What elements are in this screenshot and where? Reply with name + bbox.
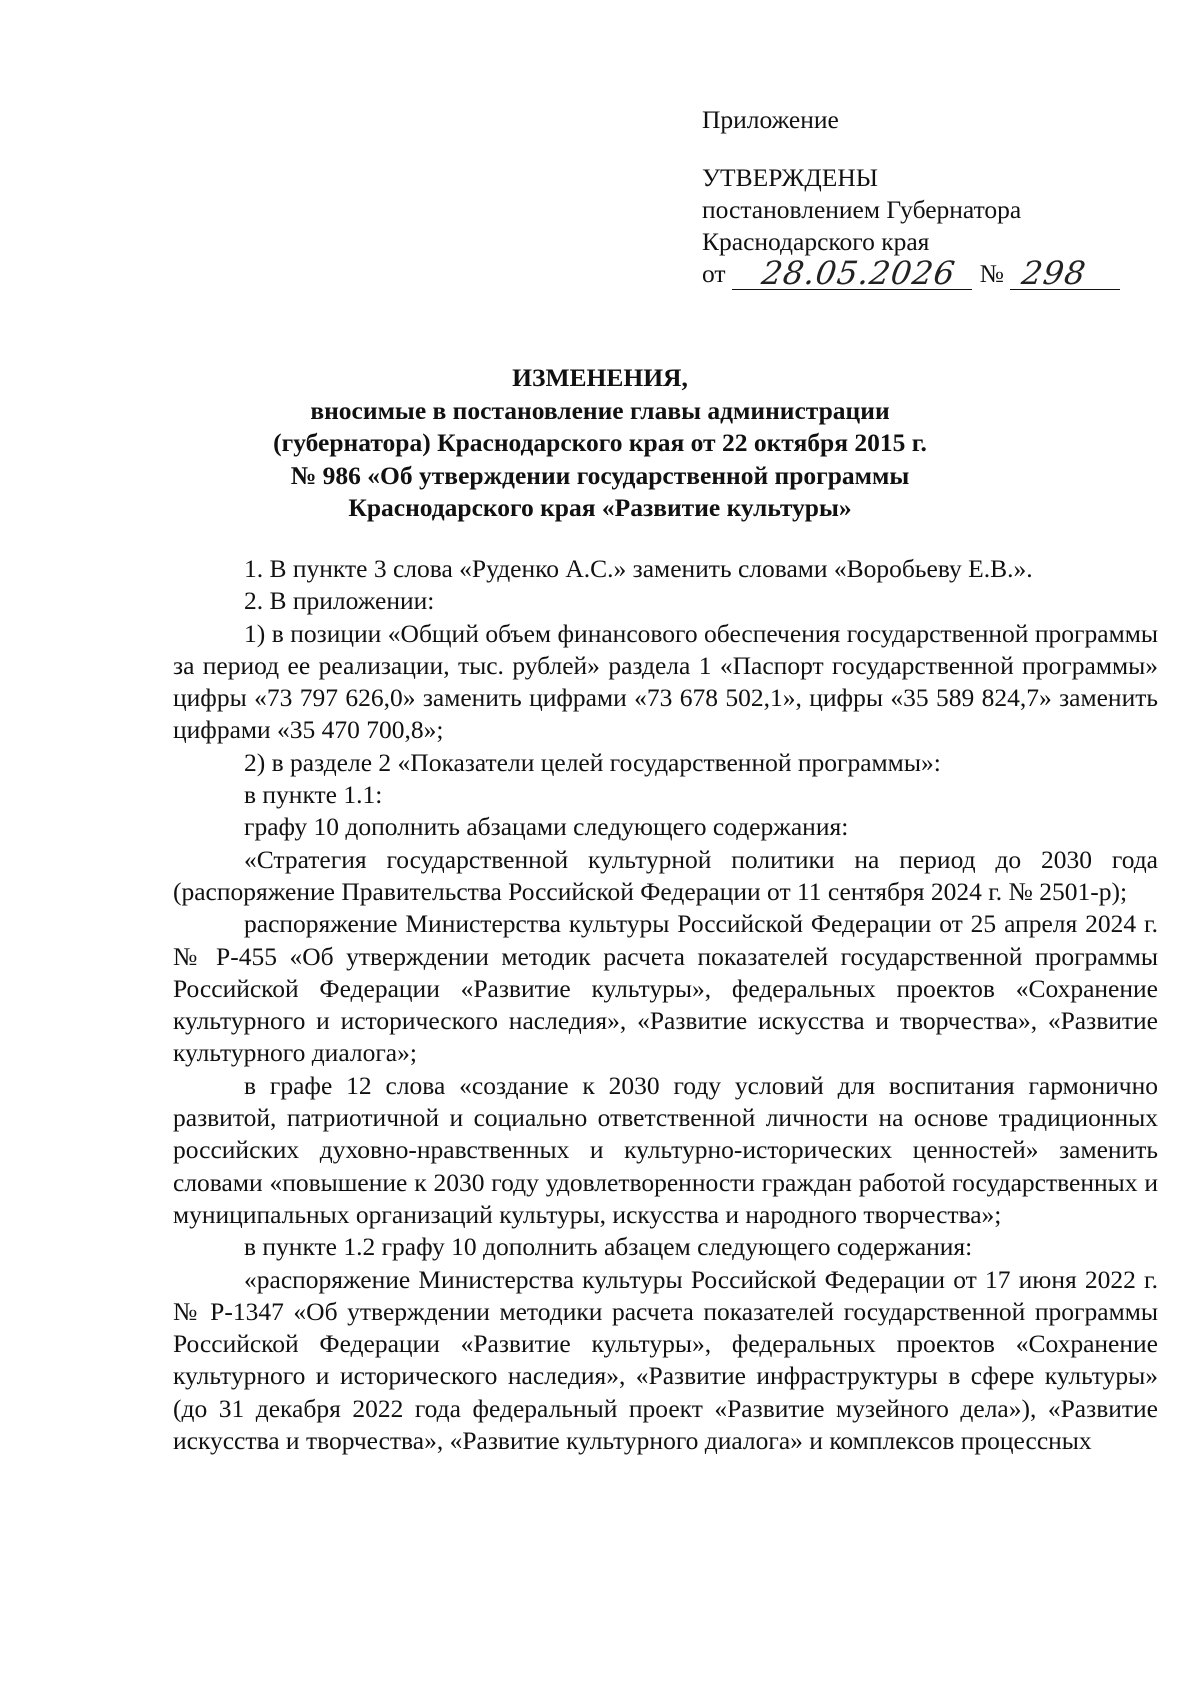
appendix-label: Приложение xyxy=(702,105,839,134)
paragraph-4: 2) в разделе 2 «Показатели целей государственной программы»: xyxy=(244,747,941,777)
number-field xyxy=(1010,254,1120,292)
title-line-1: вносимые в постановление главы администрации xyxy=(310,395,890,425)
approval-line-1: постановлением Губернатора xyxy=(702,195,1022,224)
document-body xyxy=(173,553,1158,1457)
title-line-4: Краснодарского края «Развитие культуры» xyxy=(348,493,852,522)
title-line-3: № 986 «Об утверждении государственной программы xyxy=(290,460,910,490)
paragraph-1: 1. В пункте 3 слова «Руденко А.С.» заменить словами «Воробьеву Е.В.». xyxy=(244,554,1033,583)
title-heading: ИЗМЕНЕНИЯ, xyxy=(512,363,688,392)
handwritten-date: 28.05.2026 xyxy=(758,254,958,292)
document-title xyxy=(160,362,1040,525)
date-field xyxy=(732,254,972,292)
title-line-2: (губернатора) Краснодарского края от 22 октября 2015 г. xyxy=(273,428,927,457)
paragraph-5: в пункте 1.1: xyxy=(244,780,383,810)
number-prefix: № xyxy=(979,259,1004,288)
approval-block xyxy=(702,104,1142,290)
date-prefix: от xyxy=(702,259,726,288)
paragraph-2: 2. В приложении: xyxy=(244,586,435,616)
approved-label: УТВЕРЖДЕНЫ xyxy=(702,163,878,192)
paragraph-9: в графе 12 слова «создание к 2030 году условий для воспитания гармонично развитой, патриотичной и социально ответственной личности на основе традиционных российских духовно-нравственных и культурно-исторических ценностей» заменить словами «повышение к 2030 году удовлетворенности граждан работой государственных и муниципальных организаций культуры, искусства и народного творчества»; xyxy=(173,1070,1158,1229)
paragraph-6: графу 10 дополнить абзацами следующего содержания: xyxy=(244,812,849,842)
paragraph-7: «Стратегия государственной культурной политики на период до 2030 года (распоряжение Правительства Российской Федерации от 11 сентября 2024 г. № 2501-р); xyxy=(173,844,1158,906)
approval-line-2: Краснодарского края xyxy=(702,227,930,256)
handwritten-number: 298 xyxy=(1019,254,1089,292)
date-number-line xyxy=(702,254,1142,292)
paragraph-8: распоряжение Министерства культуры Российской Федерации от 25 апреля 2024 г. № Р-455 «Об утверждении методик расчета показателей государственной программы Российской Федерации «Развитие культуры», федеральных проектов «Сохранение культурного и исторического наследия», «Развитие искусства и творчества», «Развитие культурного диалога»; xyxy=(173,909,1158,1068)
paragraph-11: «распоряжение Министерства культуры Российской Федерации от 17 июня 2022 г. № Р-1347 «Об утверждении методики расчета показателей государственной программы Российской Федерации «Развитие культуры», федеральных проектов «Сохранение культурного и исторического наследия», «Развитие инфраструктуры в сфере культуры» (до 31 декабря 2022 года федеральный проект «Развитие музейного дела»), «Развитие искусства и творчества», «Развитие культурного диалога» и комплексов процессных xyxy=(173,1264,1158,1456)
paragraph-3: 1) в позиции «Общий объем финансового обеспечения государственной программы за период ее реализации, тыс. рублей» раздела 1 «Паспорт государственной программы» цифры «73 797 626,0» заменить цифрами «73 678 502,1», цифры «35 589 824,7» заменить цифрами «35 470 700,8»; xyxy=(173,618,1158,745)
paragraph-10: в пункте 1.2 графу 10 дополнить абзацем следующего содержания: xyxy=(244,1232,973,1262)
